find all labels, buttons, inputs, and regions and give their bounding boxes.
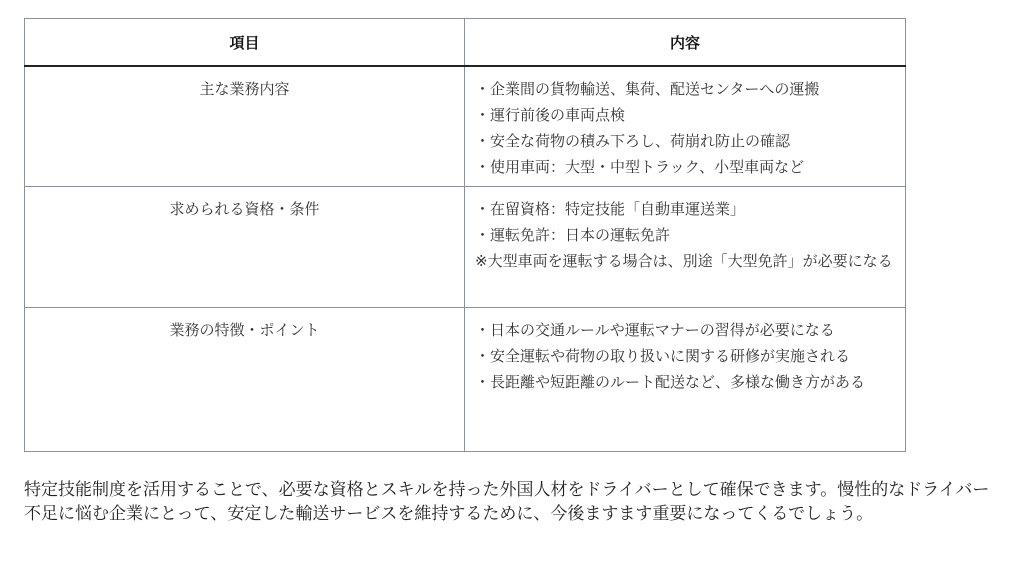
content-line: ・運転免許：日本の運転免許: [475, 226, 671, 244]
table-header-row: [25, 19, 906, 67]
row-content-qualifications: [465, 187, 906, 308]
header-content: 内容: [465, 19, 906, 67]
table-row: [25, 308, 906, 452]
table-row: [25, 66, 906, 187]
content-line: ・企業間の貨物輸送、集荷、配送センターへの運搬: [475, 80, 820, 98]
content-line: ・運行前後の車両点検: [475, 106, 626, 124]
row-label-features: 業務の特徴・ポイント: [25, 308, 465, 452]
row-label-main-duties: 主な業務内容: [25, 66, 465, 187]
content-line: ・日本の交通ルールや運転マナーの習得が必要になる: [475, 321, 835, 339]
content-line: ・安全な荷物の積み下ろし、荷崩れ防止の確認: [475, 132, 791, 150]
content-line: ・在留資格：特定技能「自動車運送業」: [475, 200, 746, 218]
row-content-features: [465, 308, 906, 452]
table-row: [25, 187, 906, 308]
row-label-qualifications: 求められる資格・条件: [25, 187, 465, 308]
content-line: ※大型車両を運転する場合は、別途「大型免許」が必要になる: [475, 252, 893, 270]
summary-paragraph: 特定技能制度を活用することで、必要な資格とスキルを持った外国人材をドライバーとして確保できます。慢性的なドライバー不足に悩む企業にとって、安定した輸送サービスを維持するために、今後ますます重要になってくるでしょう。: [24, 480, 990, 524]
content-line: ・長距離や短距離のルート配送など、多様な働き方がある: [475, 373, 866, 391]
row-content-main-duties: [465, 66, 906, 187]
header-item: 項目: [25, 19, 465, 67]
content-line: ・安全運転や荷物の取り扱いに関する研修が実施される: [475, 347, 851, 365]
job-info-table: [24, 18, 906, 452]
content-line: ・使用車両：大型・中型トラック、小型車両など: [475, 158, 805, 176]
